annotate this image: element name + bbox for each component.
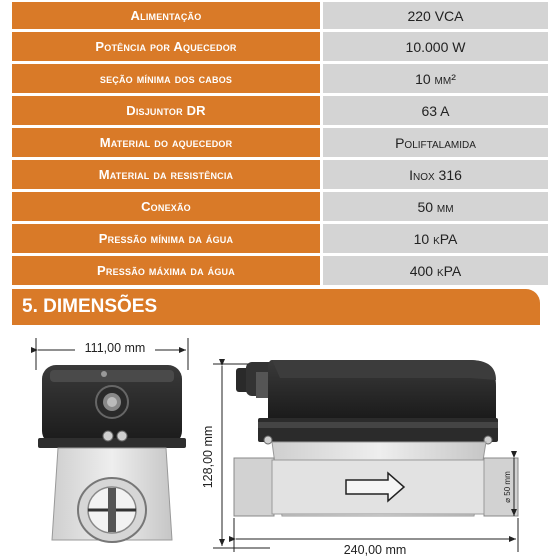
section-header-dimensoes: [12, 289, 540, 325]
length-dimension: [234, 518, 518, 557]
length-label: 240,00 mm: [343, 543, 407, 557]
spec-row-conexao: [12, 192, 548, 221]
spec-label: seção mínima dos cabos: [12, 64, 320, 93]
spec-row-alimentacao: [12, 2, 548, 29]
spec-label: Pressão mínima da água: [12, 224, 320, 253]
spec-label: Potência por Aquecedor: [12, 32, 320, 61]
spec-row-secao-cabos: [12, 64, 548, 93]
spec-table: [12, 2, 548, 288]
spec-value: Inox 316: [323, 160, 548, 189]
spec-label: Pressão máxima da água: [12, 256, 320, 285]
spec-value: 50 mm: [323, 192, 548, 221]
spec-value: 63 A: [323, 96, 548, 125]
spec-value: 10 kPA: [323, 224, 548, 253]
spec-value: 10.000 W: [323, 32, 548, 61]
heater-side-view: [234, 360, 518, 516]
spec-label: Conexão: [12, 192, 320, 221]
spec-value: 400 kPA: [323, 256, 548, 285]
spec-row-pressao-maxima: [12, 256, 548, 285]
spec-row-pressao-minima: [12, 224, 548, 253]
front-width-label: 111,00 mm: [84, 341, 146, 355]
heater-front-view: [38, 365, 186, 542]
dimension-drawing: [0, 330, 560, 560]
spec-label: Material do aquecedor: [12, 128, 320, 157]
spec-row-material-aquecedor: [12, 128, 548, 157]
spec-value: 220 VCA: [323, 2, 548, 29]
spec-label: Alimentação: [12, 2, 320, 29]
spec-value: 10 mm²: [323, 64, 548, 93]
spec-value: Poliftalamida: [323, 128, 548, 157]
height-label: 128,00 mm: [201, 425, 215, 489]
spec-label: Material da resistência: [12, 160, 320, 189]
spec-row-disjuntor: [12, 96, 548, 125]
spec-row-potencia: [12, 32, 548, 61]
pipe-diameter-label: ⌀ 50 mm: [503, 471, 512, 503]
section-title: 5. DIMENSÕES: [22, 296, 158, 317]
spec-row-material-resistencia: [12, 160, 548, 189]
spec-label: Disjuntor DR: [12, 96, 320, 125]
